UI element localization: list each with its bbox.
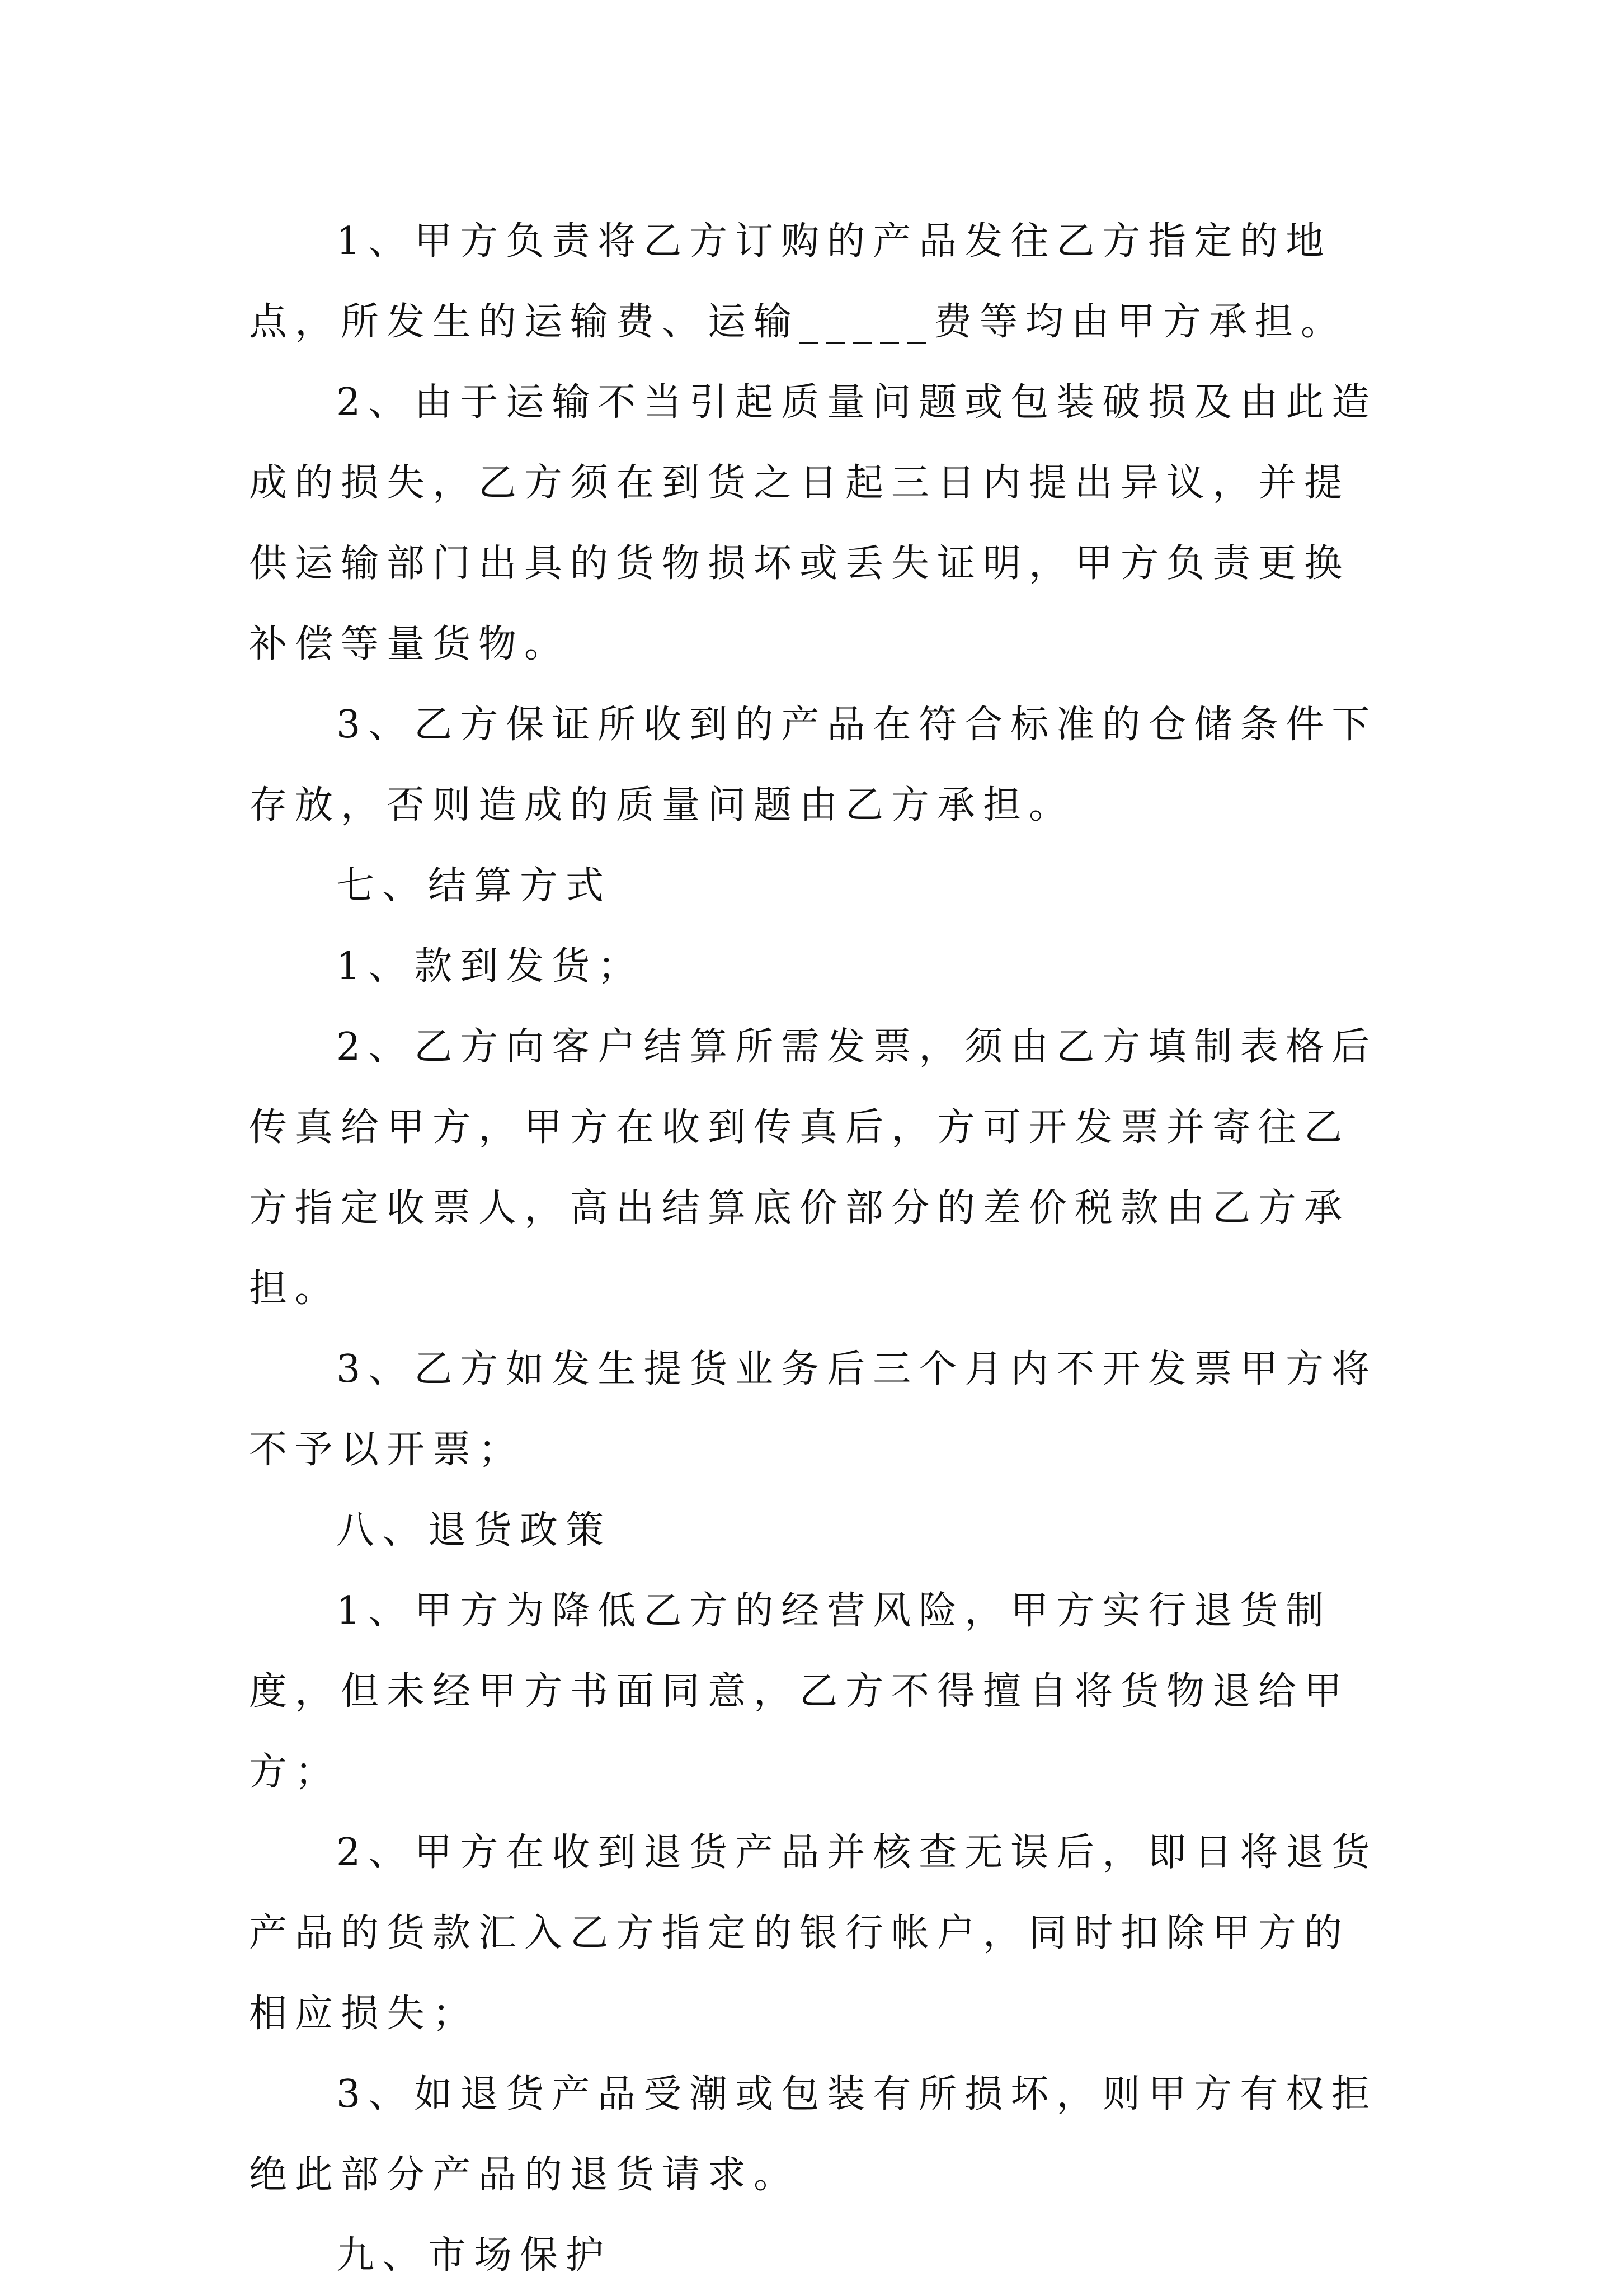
paragraph-return-system: 1、甲方为降低乙方的经营风险，甲方实行退货制度，但未经甲方书面同意，乙方不得擅自将货物退给甲方； xyxy=(249,1589,1350,1794)
section-heading-return-policy: 八、退货政策 xyxy=(336,1508,612,1552)
paragraph-invoice-deadline: 3、乙方如发生提货业务后三个月内不开发票甲方将不予以开票； xyxy=(249,1347,1378,1472)
paragraph-delivery-transport: 1、甲方负责将乙方订购的产品发往乙方指定的地点，所发生的运输费、运输_____费等均由甲方承担。 xyxy=(249,219,1347,344)
paragraph-refund-process: 2、甲方在收到退货产品并核查无误后，即日将退货产品的货款汇入乙方指定的银行帐户，同时扣除甲方的相应损失； xyxy=(249,1831,1378,2036)
paragraph-invoice-process: 2、乙方向客户结算所需发票，须由乙方填制表格后传真给甲方，甲方在收到传真后，方可开发票并寄往乙方指定收票人，高出结算底价部分的差价税款由乙方承担。 xyxy=(249,1025,1378,1311)
paragraph-damage-claim: 2、由于运输不当引起质量问题或包装破损及由此造成的损失，乙方须在到货之日起三日内提出异议，并提供运输部门出具的货物损坏或丢失证明，甲方负责更换补偿等量货物。 xyxy=(249,380,1378,666)
section-heading-settlement: 七、结算方式 xyxy=(336,864,612,908)
paragraph-payment-before-delivery: 1、款到发货； xyxy=(336,944,644,989)
paragraph-storage-guarantee: 3、乙方保证所收到的产品在符合标准的仓储条件下存放，否则造成的质量问题由乙方承担。 xyxy=(249,703,1378,827)
section-heading-market-protection: 九、市场保护 xyxy=(336,2233,612,2278)
paragraph-return-rejection: 3、如退货产品受潮或包装有所损坏，则甲方有权拒绝此部分产品的退货请求。 xyxy=(249,2072,1378,2197)
document-body xyxy=(249,201,1385,2296)
